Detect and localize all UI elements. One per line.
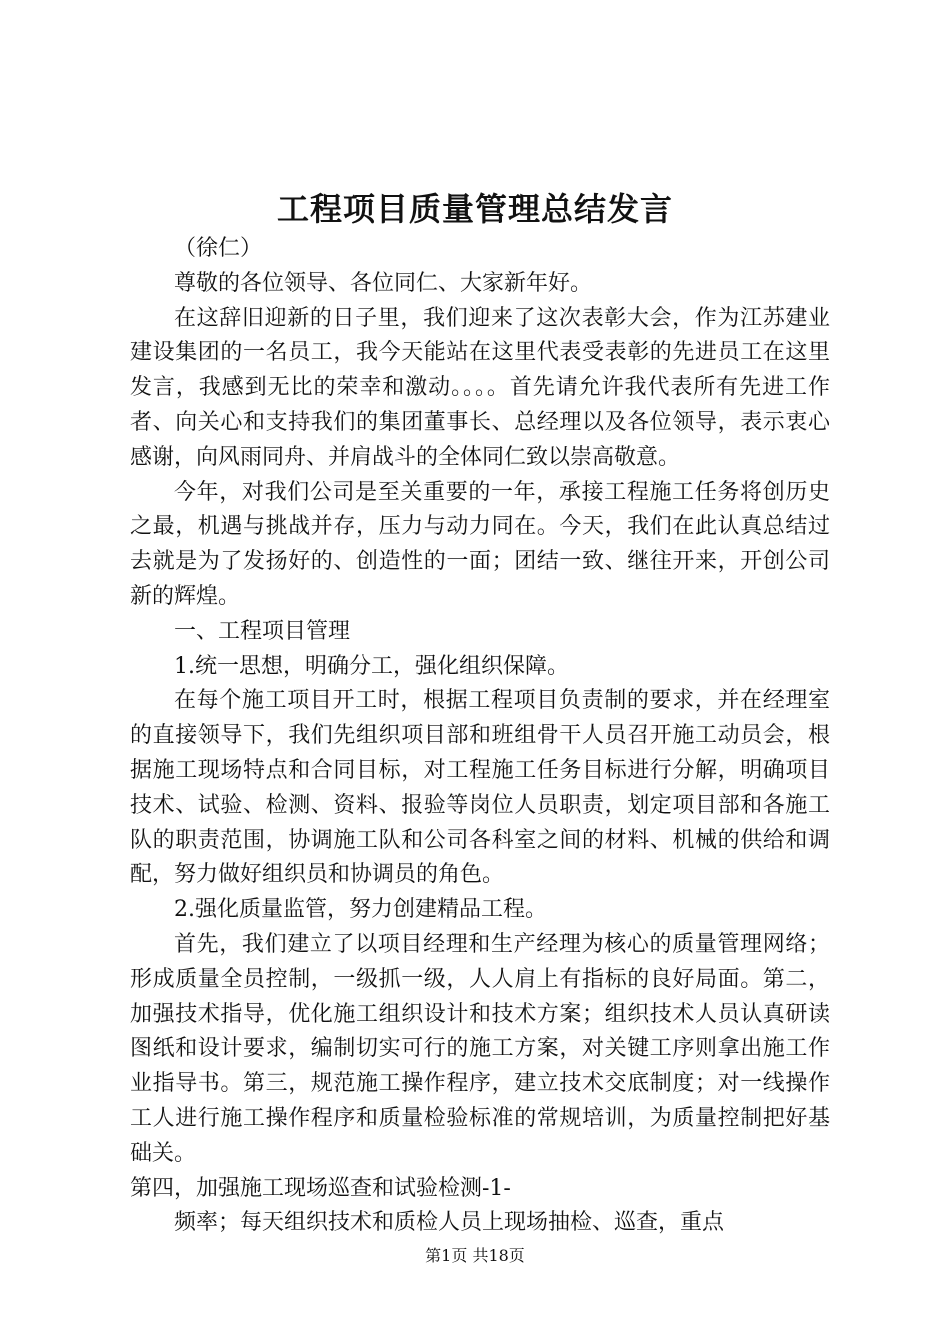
- greeting-paragraph: 尊敬的各位领导、各位同仁、大家新年好。: [174, 270, 593, 296]
- subsection-heading: 1.统一思想，明确分工，强化组织保障。: [174, 653, 569, 679]
- body-paragraph: 频率；每天组织技术和质检人员上现场抽检、巡查，重点: [174, 1210, 725, 1236]
- body-paragraph: 在这辞旧迎新的日子里，我们迎来了这次表彰大会，作为江苏建业建设集团的一名员工，我今天能站在这里代表受表彰的先进员工在这里发言，我感到无比的荣幸和激动。。。。首先请允许我代表所有先进工作者、向关心和支持我们的集团董事长、总经理以及各位领导，表示衷心感谢，向风雨同舟、并肩战斗的全体同仁致以崇高敬意。: [130, 305, 830, 470]
- document-body: [130, 232, 830, 1241]
- author-line: （徐仁）: [174, 236, 263, 261]
- body-paragraph-continued: 第四，加强施工现场巡查和试验检测-1-: [130, 1175, 511, 1201]
- page-title: 工程项目质量管理总结发言: [276, 190, 673, 228]
- body-paragraph: 首先，我们建立了以项目经理和生产经理为核心的质量管理网络；形成质量全员控制，一级抓一级，人人肩上有指标的良好局面。第二，加强技术指导，优化施工组织设计和技术方案；组织技术人员认真研读图纸和设计要求，编制切实可行的施工方案，对关键工序则拿出施工作业指导书。第三，规范施工操作程序，建立技术交底制度；对一线操作工人进行施工操作程序和质量检验标准的常规培训，为质量控制把好基础关。: [130, 931, 830, 1166]
- subsection-heading: 2.强化质量监管，努力创建精品工程。: [174, 897, 547, 923]
- section-heading: 一、工程项目管理: [174, 618, 351, 644]
- body-paragraph: 在每个施工项目开工时，根据工程项目负责制的要求，并在经理室的直接领导下，我们先组织项目部和班组骨干人员召开施工动员会，根据施工现场特点和合同目标，对工程施工任务目标进行分解，明确项目技术、试验、检测、资料、报验等岗位人员职责，划定项目部和各施工队的职责范围，协调施工队和公司各科室之间的材料、机械的供给和调配，努力做好组织员和协调员的角色。: [130, 688, 830, 888]
- page-number-footer: 第1页 共18页: [425, 1246, 525, 1265]
- body-paragraph: 今年，对我们公司是至关重要的一年，承接工程施工任务将创历史之最，机遇与挑战并存，压力与动力同在。今天，我们在此认真总结过去就是为了发扬好的、创造性的一面；团结一致、继往开来，开创公司新的辉煌。: [130, 479, 830, 609]
